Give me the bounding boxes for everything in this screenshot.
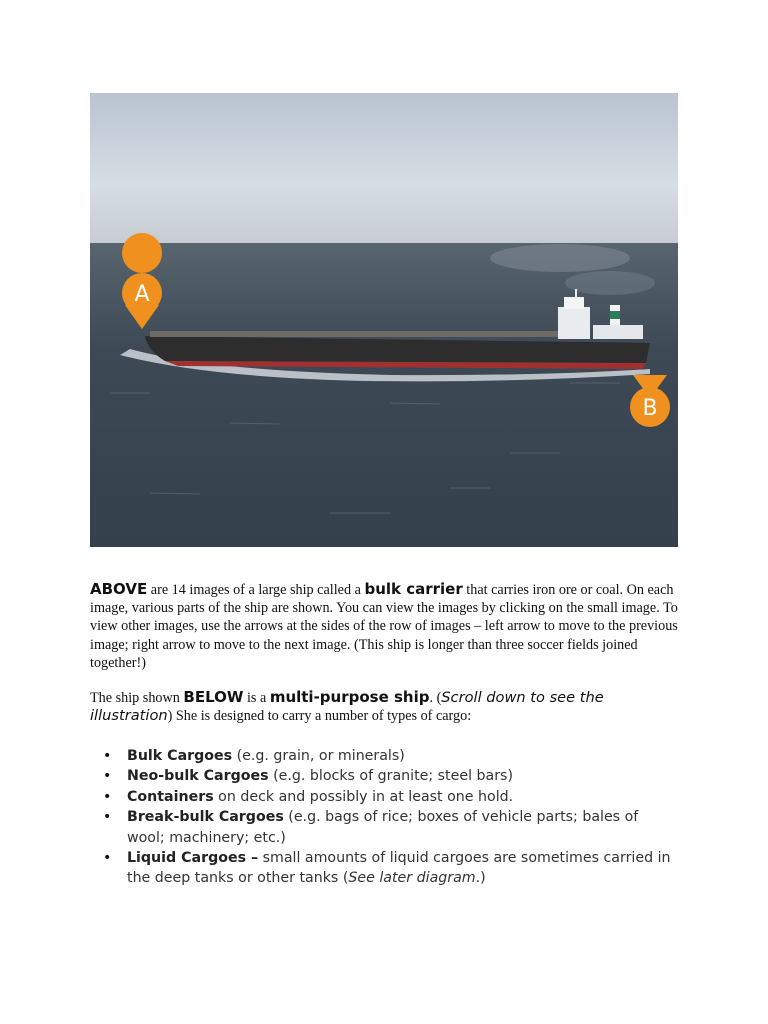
intro-paragraph: ABOVE are 14 images of a large ship called a bulk carrier that carries iron ore or coal. On each image, various parts of the ship are shown. You can view the images by clicking on the small image. To view other images, use the arrows at the sides of the row of images – left arrow to move to the previous image; right arrow to move to the next image. (This ship is longer than three soccer fields joined together!) <box>90 580 678 671</box>
bulk-carrier-term: bulk carrier <box>364 580 463 598</box>
list-item: • Liquid Cargoes – small amounts of liquid cargoes are sometimes carried in the deep tanks or other tanks (See later diagram.) <box>103 850 671 887</box>
ship-deck <box>150 331 560 337</box>
sky <box>90 93 678 245</box>
see-later-diagram: See later diagram <box>348 870 476 887</box>
below-label: BELOW <box>183 688 244 706</box>
svg-text:B: B <box>642 396 658 421</box>
svg-text:A: A <box>134 282 150 307</box>
ship-superstructure <box>558 307 590 339</box>
cargo-list <box>90 746 678 889</box>
list-item: • Break-bulk Cargoes (e.g. bags of rice; boxes of vehicle parts; bales of wool; machinery; etc.) <box>103 809 639 846</box>
list-item: • Bulk Cargoes (e.g. grain, or minerals) <box>103 748 405 764</box>
bulk-carrier-photo <box>90 93 678 547</box>
ship-paragraph: The ship shown BELOW is a multi-purpose ship. (Scroll down to see the illustration) She is designed to carry a number of types of cargo: <box>90 688 604 725</box>
multi-purpose-term: multi-purpose ship <box>269 688 430 706</box>
smoke <box>490 244 630 272</box>
above-label: ABOVE <box>90 580 148 598</box>
scroll-hint: Scroll down to see the illustration <box>90 689 604 725</box>
list-item: • Containers on deck and possibly in at least one hold. <box>103 788 514 805</box>
list-item: • Neo-bulk Cargoes (e.g. blocks of granite; steel bars) <box>103 768 513 785</box>
